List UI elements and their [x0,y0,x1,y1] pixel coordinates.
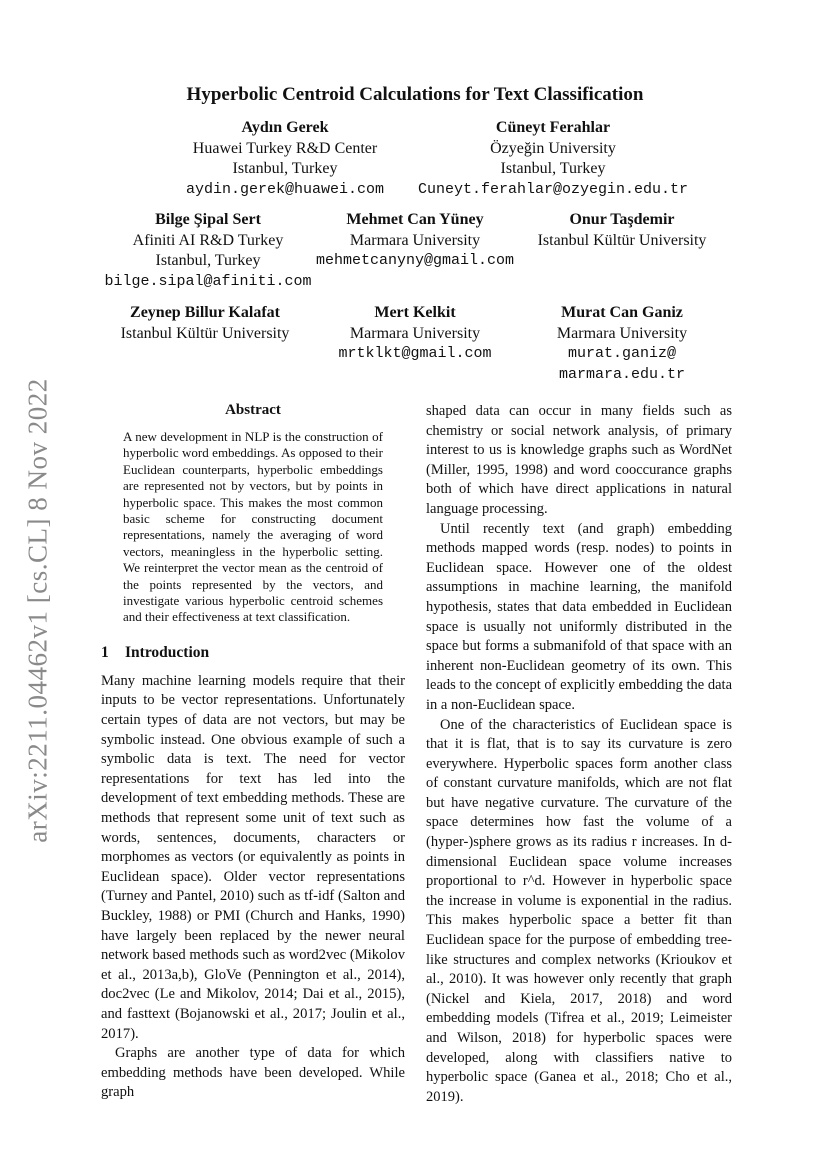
author-email[interactable]: Cuneyt.ferahlar@ozyegin.edu.tr [417,180,689,198]
author-name: Zeynep Billur Kalafat [130,304,280,321]
arxiv-side-identifier [14,360,62,860]
author-affiliation: Huawei Turkey R&D Center [192,139,378,157]
body-paragraph: One of the characteristics of Euclidean space is that it is flat, that is to say its curvature is zero everywhere. Hyperbolic spaces form another class of constant curvature manifolds, which are not flat but have negative curvature. The curvature of the space determines how fast the volume of a (hyper-)sphere grows as its radius r increases. In d-dimensional Euclidean space volume increases proportional to r^d. However in hyperbolic space the increase in volume is exponential in the radius. This makes hyperbolic space a better fit than Euclidean space for the purpose of embedding tree-like structures and complex networks (Krioukov et al., 2010). It was however only recently that graph (Nickel and Kiela, 2017, 2018) and word embedding models (Tifrea et al., 2019; Leimeister and Wilson, 2018) for hyperbolic spaces were developed, along with classifiers native to hyperbolic space (Ganea et al., 2018; Cho et al., 2019). [426,716,732,1105]
author-affiliation: Marmara University [556,324,688,342]
author-block [170,118,400,200]
author-email[interactable]: mehmetcanyny@gmail.com [315,252,515,269]
author-block [522,210,722,251]
author-block [300,210,530,272]
abstract-heading: Abstract [225,402,281,418]
author-location: Istanbul, Turkey [232,160,338,177]
author-block [522,303,722,385]
author-affiliation: Marmara University [349,324,481,342]
section-title: Introduction [125,643,210,661]
body-paragraph: shaped data can occur in many fields such as chemistry or social network analysis, of primary interest to us is knowledge graphs such as WordNet (Miller, 1995, 1998) and word cooccurance graphs both of which have direct applications in natural language processing. [426,403,732,517]
abstract-text: A new development in NLP is the construction of hyperbolic word embeddings. As opposed to their Euclidean counterparts, hyperbolic embeddings are represented not by vectors, but by points in hyperbolic space. This makes the most common basic scheme for constructing document representations, namely the averaging of word vectors, meaningless in the hyperbolic setting. We reinterpret the vector mean as the centroid of the points represented by the vectors, and investigate various hyperbolic centroid schemes and their effectiveness at text classification. [123,429,383,625]
author-affiliation: Afiniti AI R&D Turkey [132,231,284,249]
author-block [315,303,515,365]
author-block [105,303,305,344]
author-name: Onur Taşdemir [569,211,675,228]
body-paragraph: Until recently text (and graph) embedding methods mapped words (resp. nodes) to points in Euclidean space. However one of the oldest assumptions in machine learning, the manifold hypothesis, states that data embedded in Euclidean space is usually not uniformly distributed in the space but forms a submanifold of that space with an inherent non-Euclidean geometry of its own. This leads to the concept of explicitly embedding the data in a non-Euclidean space. [426,520,733,713]
left-column [101,402,405,1103]
author-email[interactable]: murat.ganiz@ [567,345,677,362]
section-heading [101,644,405,662]
body-paragraph: Many machine learning models require that their inputs to be vector representations. Unfortunately certain types of data are not vectors, but may be symbolic instead. One obvious example of such a symbolic data is text. The need for vector representations for text has led into the development of text embedding methods. These are methods that represent some unit of text such as words, sentences, documents, characters or morphomes as vectors (or equivalently as points in Euclidean space). Older vector representations (Turney and Pantel, 2010) such as tf-idf (Salton and Buckley, 1988) or PMI (Church and Hanks, 1990) have largely been replaced by the newer neural network based methods such as word2vec (Mikolov et al., 2013a,b), GloVe (Pennington et al., 2014), doc2vec (Le and Mikolov, 2014; Dai et al., 2015), and fasttext (Bojanowski et al., 2017; Joulin et al., 2017). [101,672,405,1042]
section-number: 1 [101,643,109,661]
author-location: Istanbul, Turkey [500,160,606,177]
author-name: Bilge Şipal Sert [155,211,261,228]
author-block [400,118,706,200]
author-location: Istanbul, Turkey [155,252,261,269]
author-email[interactable]: mrtklkt@gmail.com [338,345,492,362]
author-name: Cüneyt Ferahlar [495,119,611,136]
author-affiliation: Özyeğin University [490,139,616,157]
author-affiliation: Istanbul Kültür University [120,324,290,342]
author-email[interactable]: bilge.sipal@afiniti.com [104,272,312,290]
arxiv-id-text: arXiv:2211.04462v1 [cs.CL] 8 Nov 2022 [22,377,53,843]
author-name: Murat Can Ganiz [561,304,683,321]
author-email[interactable]: aydin.gerek@huawei.com [185,180,385,198]
author-affiliation: Istanbul Kültür University [537,231,707,249]
right-column [426,402,732,1107]
author-email[interactable]: marmara.edu.tr [558,365,686,383]
author-block [90,210,326,292]
author-name: Mehmet Can Yüney [346,211,484,228]
paper-title: Hyperbolic Centroid Calculations for Text Classification [186,84,644,105]
author-name: Mert Kelkit [374,304,456,321]
author-name: Aydın Gerek [241,119,329,136]
author-affiliation: Marmara University [349,231,481,249]
body-paragraph: Graphs are another type of data for which embedding methods have been developed. While graph [101,1045,405,1101]
